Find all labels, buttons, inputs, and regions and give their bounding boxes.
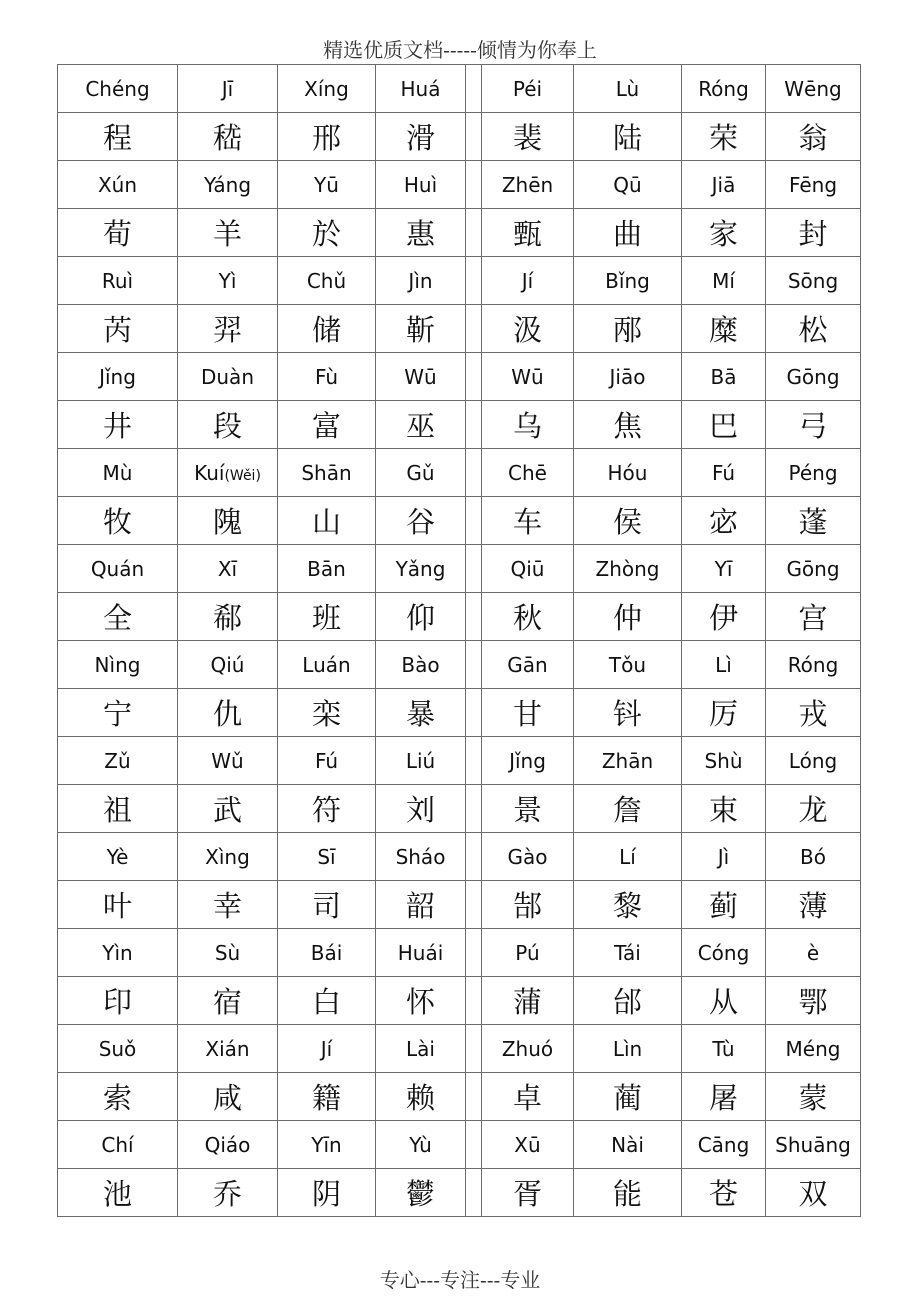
pinyin-cell: Qū [574,161,682,209]
column-divider [466,689,482,737]
hanzi-cell: 怀 [376,977,466,1025]
hanzi-cell: 嵇 [178,113,278,161]
hanzi-row [58,497,861,545]
pinyin-cell: Tái [574,929,682,977]
pinyin-cell: Péng [766,449,861,497]
pinyin-cell: Zhòng [574,545,682,593]
hanzi-cell: 荀 [58,209,178,257]
pinyin-row [58,65,861,113]
hanzi-row [58,113,861,161]
hanzi-cell: 索 [58,1073,178,1121]
hanzi-cell: 靳 [376,305,466,353]
pinyin-cell: Péi [482,65,574,113]
hanzi-cell: 邰 [574,977,682,1025]
column-divider [466,641,482,689]
hanzi-row [58,689,861,737]
pinyin-cell: Lù [574,65,682,113]
pinyin-row [58,641,861,689]
pinyin-cell: Jī [178,65,278,113]
page-footer: 专心---专注---专业 [379,1268,541,1292]
hanzi-cell: 弓 [766,401,861,449]
pinyin-cell: Cóng [682,929,766,977]
pinyin-cell: Bān [278,545,376,593]
hanzi-cell: 封 [766,209,861,257]
pinyin-cell: Xìng [178,833,278,881]
column-divider [466,833,482,881]
pinyin-cell: Huì [376,161,466,209]
hanzi-cell: 荣 [682,113,766,161]
pinyin-cell: Nài [574,1121,682,1169]
pinyin-cell: Méng [766,1025,861,1073]
hanzi-cell: 邢 [278,113,376,161]
hanzi-cell: 印 [58,977,178,1025]
pinyin-cell: Wū [376,353,466,401]
hanzi-cell: 籍 [278,1073,376,1121]
column-divider [466,545,482,593]
hanzi-cell: 胥 [482,1169,574,1217]
hanzi-row [58,1169,861,1217]
column-divider [466,353,482,401]
hanzi-cell: 龙 [766,785,861,833]
pinyin-cell: Pú [482,929,574,977]
pinyin-row [58,737,861,785]
pinyin-row [58,353,861,401]
column-divider [466,65,482,113]
pinyin-cell: Fù [278,353,376,401]
pinyin-cell: Qiū [482,545,574,593]
pinyin-cell: Xíng [278,65,376,113]
hanzi-cell: 蒲 [482,977,574,1025]
hanzi-cell: 厉 [682,689,766,737]
pinyin-cell: Xī [178,545,278,593]
hanzi-cell: 仲 [574,593,682,641]
pinyin-cell: Sōng [766,257,861,305]
pinyin-cell: Jì [682,833,766,881]
pinyin-cell: Lóng [766,737,861,785]
hanzi-cell: 富 [278,401,376,449]
hanzi-cell: 秋 [482,593,574,641]
pinyin-cell: Tù [682,1025,766,1073]
hanzi-cell: 侯 [574,497,682,545]
column-divider [466,497,482,545]
hanzi-cell: 巴 [682,401,766,449]
pinyin-cell: Lì [682,641,766,689]
pinyin-cell: Xū [482,1121,574,1169]
pinyin-cell: Qiú [178,641,278,689]
hanzi-cell: 程 [58,113,178,161]
pinyin-cell: Hóu [574,449,682,497]
hanzi-cell: 蔺 [574,1073,682,1121]
pinyin-cell: Yù [376,1121,466,1169]
hanzi-cell: 宫 [766,593,861,641]
pinyin-cell: Yīn [278,1121,376,1169]
pinyin-cell: Bào [376,641,466,689]
hanzi-cell: 从 [682,977,766,1025]
pinyin-cell: Ruì [58,257,178,305]
hanzi-cell: 裴 [482,113,574,161]
hanzi-cell: 韶 [376,881,466,929]
hanzi-row [58,593,861,641]
hanzi-cell: 陆 [574,113,682,161]
pinyin-cell: Yī [682,545,766,593]
hanzi-cell: 全 [58,593,178,641]
column-divider [466,449,482,497]
hanzi-cell: 山 [278,497,376,545]
hanzi-cell: 赖 [376,1073,466,1121]
column-divider [466,257,482,305]
pinyin-cell: Gān [482,641,574,689]
pinyin-cell: Tǒu [574,641,682,689]
hanzi-cell: 宓 [682,497,766,545]
pinyin-cell: Jiā [682,161,766,209]
column-divider [466,593,482,641]
hanzi-cell: 焦 [574,401,682,449]
hanzi-cell: 仰 [376,593,466,641]
hanzi-cell: 蓟 [682,881,766,929]
column-divider [466,113,482,161]
column-divider [466,305,482,353]
hanzi-cell: 家 [682,209,766,257]
hanzi-cell: 池 [58,1169,178,1217]
hanzi-row [58,401,861,449]
hanzi-cell: 汲 [482,305,574,353]
hanzi-row [58,209,861,257]
hanzi-cell: 仇 [178,689,278,737]
hanzi-cell: 芮 [58,305,178,353]
pinyin-cell: Jǐng [482,737,574,785]
pinyin-cell: Duàn [178,353,278,401]
hanzi-cell: 曲 [574,209,682,257]
pinyin-row [58,1121,861,1169]
hanzi-row [58,881,861,929]
pinyin-cell: Huái [376,929,466,977]
pinyin-cell: Yǎng [376,545,466,593]
pinyin-cell: Sī [278,833,376,881]
pinyin-cell: Wū [482,353,574,401]
surname-pinyin-table [57,64,861,1217]
hanzi-cell: 幸 [178,881,278,929]
pinyin-cell: Sháo [376,833,466,881]
pinyin-cell: Mí [682,257,766,305]
page-header: 精选优质文档-----倾情为你奉上 [323,38,597,62]
pinyin-cell: Bó [766,833,861,881]
hanzi-cell: 鄂 [766,977,861,1025]
pinyin-cell: Chí [58,1121,178,1169]
column-divider [466,1025,482,1073]
hanzi-cell: 惠 [376,209,466,257]
pinyin-cell: Xián [178,1025,278,1073]
pinyin-row [58,161,861,209]
hanzi-cell: 咸 [178,1073,278,1121]
hanzi-cell: 糜 [682,305,766,353]
pinyin-row [58,929,861,977]
pinyin-cell: Jiāo [574,353,682,401]
hanzi-cell: 宿 [178,977,278,1025]
hanzi-cell: 薄 [766,881,861,929]
pinyin-cell: Jí [278,1025,376,1073]
hanzi-cell: 井 [58,401,178,449]
pinyin-row [58,833,861,881]
pinyin-cell: Lài [376,1025,466,1073]
pinyin-cell: Luán [278,641,376,689]
hanzi-cell: 郗 [178,593,278,641]
column-divider [466,1169,482,1217]
pinyin-cell: Bā [682,353,766,401]
hanzi-cell: 钭 [574,689,682,737]
column-divider [466,977,482,1025]
column-divider [466,209,482,257]
hanzi-cell: 隗 [178,497,278,545]
hanzi-cell: 符 [278,785,376,833]
hanzi-cell: 卓 [482,1073,574,1121]
pinyin-cell: Jìn [376,257,466,305]
pinyin-row [58,257,861,305]
hanzi-cell: 叶 [58,881,178,929]
hanzi-cell: 巫 [376,401,466,449]
pinyin-cell: Fú [278,737,376,785]
hanzi-cell: 班 [278,593,376,641]
column-divider [466,737,482,785]
hanzi-cell: 羊 [178,209,278,257]
pinyin-cell: Fú [682,449,766,497]
hanzi-cell: 武 [178,785,278,833]
pinyin-cell: Gōng [766,545,861,593]
pinyin-cell: Chē [482,449,574,497]
pinyin-cell: Shù [682,737,766,785]
hanzi-cell: 栾 [278,689,376,737]
pinyin-cell: Sù [178,929,278,977]
hanzi-cell: 伊 [682,593,766,641]
pinyin-cell: Yū [278,161,376,209]
pinyin-cell: Gōng [766,353,861,401]
pinyin-cell: Xún [58,161,178,209]
column-divider [466,881,482,929]
pinyin-cell: Lí [574,833,682,881]
hanzi-cell: 郜 [482,881,574,929]
hanzi-cell: 羿 [178,305,278,353]
hanzi-cell: 乌 [482,401,574,449]
hanzi-cell: 甘 [482,689,574,737]
hanzi-cell: 戎 [766,689,861,737]
hanzi-cell: 黎 [574,881,682,929]
pinyin-cell: Róng [682,65,766,113]
hanzi-cell: 景 [482,785,574,833]
hanzi-cell: 邴 [574,305,682,353]
column-divider [466,1121,482,1169]
hanzi-cell: 白 [278,977,376,1025]
column-divider [466,161,482,209]
pinyin-cell: Cāng [682,1121,766,1169]
hanzi-cell: 於 [278,209,376,257]
pinyin-cell: Gào [482,833,574,881]
pinyin-cell: Bái [278,929,376,977]
pinyin-cell: Jí [482,257,574,305]
hanzi-cell: 宁 [58,689,178,737]
hanzi-cell: 甄 [482,209,574,257]
hanzi-cell: 司 [278,881,376,929]
pinyin-cell: Yáng [178,161,278,209]
pinyin-cell: Qiáo [178,1121,278,1169]
pinyin-cell: Shuāng [766,1121,861,1169]
column-divider [466,785,482,833]
hanzi-cell: 蓬 [766,497,861,545]
pinyin-cell: Zhēn [482,161,574,209]
hanzi-cell: 阴 [278,1169,376,1217]
pinyin-cell: Wēng [766,65,861,113]
pinyin-row [58,1025,861,1073]
hanzi-cell: 车 [482,497,574,545]
pinyin-row [58,545,861,593]
column-divider [466,401,482,449]
hanzi-cell: 束 [682,785,766,833]
pinyin-row [58,449,861,497]
pinyin-cell: Yìn [58,929,178,977]
hanzi-cell: 段 [178,401,278,449]
pinyin-cell: Zhān [574,737,682,785]
pinyin-cell: Fēng [766,161,861,209]
pinyin-cell: Bǐng [574,257,682,305]
pinyin-cell: Róng [766,641,861,689]
hanzi-cell: 双 [766,1169,861,1217]
hanzi-cell: 詹 [574,785,682,833]
hanzi-cell: 能 [574,1169,682,1217]
pinyin-cell: Liú [376,737,466,785]
hanzi-row [58,305,861,353]
hanzi-cell: 储 [278,305,376,353]
pinyin-cell: Zhuó [482,1025,574,1073]
pinyin-cell: Wǔ [178,737,278,785]
pinyin-cell: Huá [376,65,466,113]
pinyin-cell: Chǔ [278,257,376,305]
hanzi-cell: 屠 [682,1073,766,1121]
column-divider [466,1073,482,1121]
hanzi-cell: 谷 [376,497,466,545]
pinyin-cell: Mù [58,449,178,497]
hanzi-row [58,977,861,1025]
column-divider [466,929,482,977]
pinyin-cell: Gǔ [376,449,466,497]
hanzi-cell: 祖 [58,785,178,833]
hanzi-cell: 蒙 [766,1073,861,1121]
pinyin-cell: Suǒ [58,1025,178,1073]
pinyin-cell: Shān [278,449,376,497]
hanzi-cell: 牧 [58,497,178,545]
pinyin-cell: Yè [58,833,178,881]
hanzi-cell: 翁 [766,113,861,161]
hanzi-cell: 鬱 [376,1169,466,1217]
hanzi-row [58,785,861,833]
pinyin-cell: Zǔ [58,737,178,785]
pinyin-cell: Lìn [574,1025,682,1073]
hanzi-cell: 刘 [376,785,466,833]
pinyin-cell: Jǐng [58,353,178,401]
pinyin-cell: Kuí(Wěi) [178,449,278,497]
hanzi-cell: 松 [766,305,861,353]
pinyin-cell: è [766,929,861,977]
hanzi-cell: 滑 [376,113,466,161]
pinyin-cell: Quán [58,545,178,593]
hanzi-cell: 乔 [178,1169,278,1217]
pinyin-cell: Chéng [58,65,178,113]
pinyin-cell: Yì [178,257,278,305]
hanzi-row [58,1073,861,1121]
pinyin-cell: Nìng [58,641,178,689]
hanzi-cell: 苍 [682,1169,766,1217]
hanzi-cell: 暴 [376,689,466,737]
